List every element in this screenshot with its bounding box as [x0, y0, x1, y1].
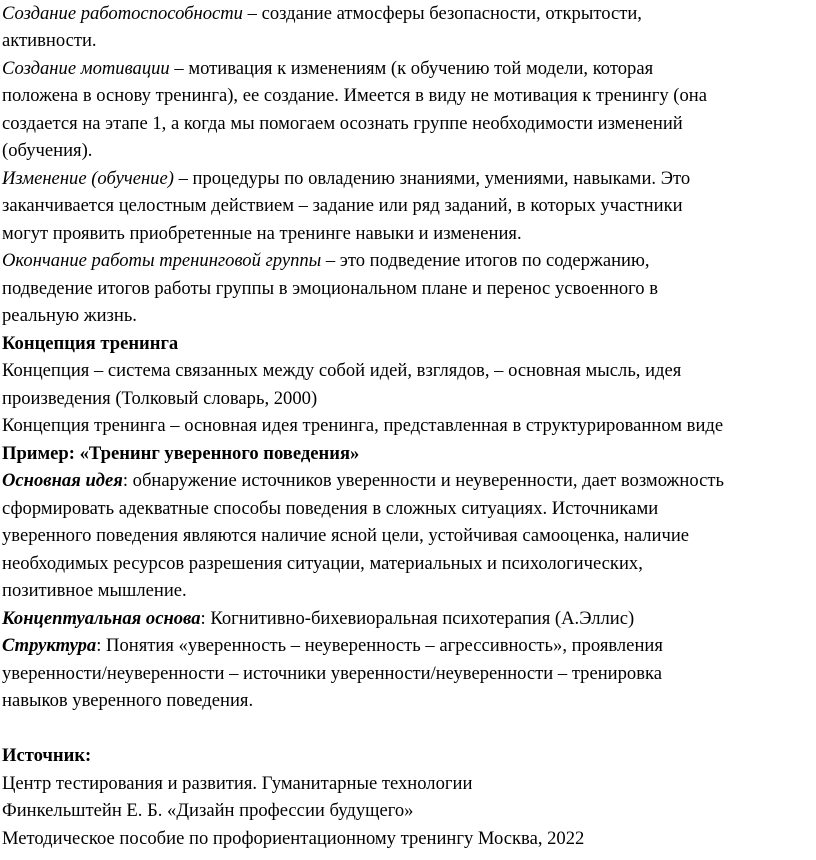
stage-closing-line-3: реальную жизнь.: [2, 305, 137, 326]
stage-text: – мотивация к изменениям (к обучению той модели, которая: [169, 58, 654, 79]
conceptual-basis-text: : Когнитивно-бихевиоральная психотерапия (А.Эллис): [200, 608, 635, 629]
stage-term: Создание мотивации: [2, 58, 170, 79]
stage-work-capacity-line-2: активности.: [2, 30, 97, 51]
stage-term: Изменение (обучение): [2, 168, 174, 189]
stage-text: – создание атмосферы безопасности, открытости,: [242, 3, 642, 24]
source-heading: Источник:: [2, 745, 92, 766]
source-item: Методическое пособие по профориентационному тренингу Москва, 2022: [2, 828, 585, 849]
conceptual-basis-label: Концептуальная основа: [2, 608, 201, 629]
stage-motivation-line-3: создается на этапе 1, а когда мы помогаем осознать группе необходимости изменений: [2, 113, 683, 134]
source-item: Центр тестирования и развития. Гуманитарные технологии: [2, 773, 473, 794]
concept-definition-line-1: Концепция – система связанных между собой идей, взглядов, – основная мысль, идея: [2, 360, 682, 381]
structure-line-3: навыков уверенного поведения.: [2, 690, 254, 711]
stage-term: Окончание работы тренинговой группы: [2, 250, 322, 271]
stage-closing-line-2: подведение итогов работы группы в эмоциональном плане и перенос усвоенного в: [2, 278, 659, 299]
structure-line-1: [2, 632, 663, 659]
stage-change-line-1: [2, 165, 690, 192]
conceptual-basis-line: [2, 605, 634, 632]
stage-motivation-line-1: [2, 55, 653, 82]
stage-work-capacity-line-1: [2, 0, 642, 27]
main-idea-label: Основная идея: [2, 470, 123, 491]
stage-change-line-3: могут проявить приобретенные на тренинге навыки и изменения.: [2, 223, 522, 244]
main-idea-line-5: позитивное мышление.: [2, 580, 187, 601]
main-idea-line-1: [2, 467, 724, 494]
stage-text: – процедуры по овладению знаниями, умениями, навыками. Это: [173, 168, 691, 189]
stage-text: – это подведение итогов по содержанию,: [321, 250, 650, 271]
stage-motivation-line-4: (обучения).: [2, 140, 93, 161]
stage-closing-line-1: [2, 247, 650, 274]
training-concept-definition: Концепция тренинга – основная идея тренинга, представленная в структурированном виде: [2, 415, 724, 436]
main-idea-text: : обнаружение источников уверенности и неуверенности, дает возможность: [122, 470, 724, 491]
main-idea-line-3: уверенного поведения являются наличие ясной цели, устойчивая самооценка, наличие: [2, 525, 690, 546]
example-heading: Пример: «Тренинг уверенного поведения»: [2, 443, 360, 464]
concept-definition-line-2: произведения (Толковый словарь, 2000): [2, 388, 318, 409]
stage-term: Создание работоспособности: [2, 3, 243, 24]
stage-change-line-2: заканчивается целостным действием – задание или ряд заданий, в которых участники: [2, 195, 683, 216]
stage-motivation-line-2: положена в основу тренинга), ее создание. Имеется в виду не мотивация к тренингу (она: [2, 85, 708, 106]
main-idea-line-4: необходимых ресурсов разрешения ситуации, материальных и психологических,: [2, 553, 643, 574]
structure-text: : Понятия «уверенность – неуверенность – агрессивность», проявления: [96, 635, 663, 656]
concept-heading: Концепция тренинга: [2, 333, 179, 354]
main-idea-line-2: сформировать адекватные способы поведения в сложных ситуациях. Источниками: [2, 498, 659, 519]
source-item: Финкельштейн Е. Б. «Дизайн профессии будущего»: [2, 800, 414, 821]
structure-label: Структура: [2, 635, 97, 656]
structure-line-2: уверенности/неуверенности – источники уверенности/неуверенности – тренировка: [2, 663, 663, 684]
